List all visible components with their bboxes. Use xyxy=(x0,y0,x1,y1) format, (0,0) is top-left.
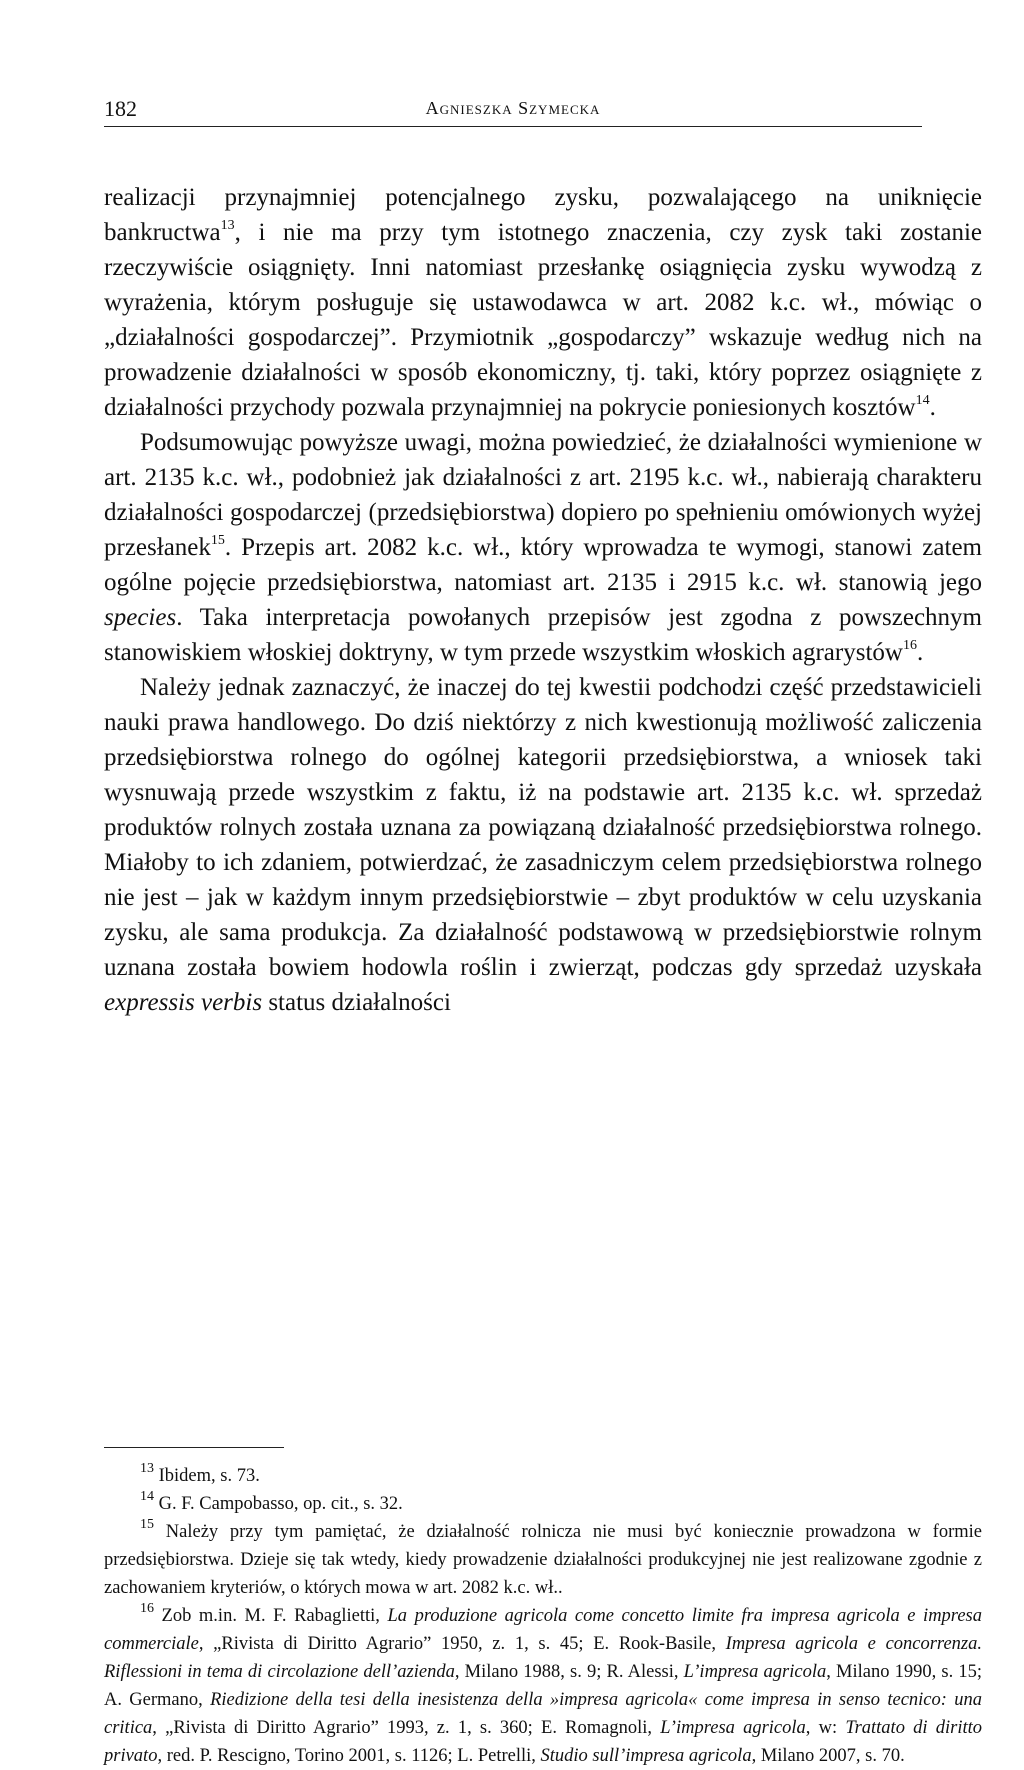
footnote-15 xyxy=(104,1518,982,1602)
footnote-ref-15: 15 xyxy=(210,532,225,548)
running-head-author: Agnieszka Szymecka xyxy=(425,98,601,118)
text-run: , i nie ma przy tym istotnego znaczenia, czy zysk taki zostanie rzeczywiście osiągnięty. Inni natomiast przesłankę osiągnięcia zysku wywodzą z wyrażenia, którym posługuje się ustawodawca w art. 2082 k.c. wł., mówiąc o „działalności gospodarczej”. Przymiotnik „gospodarczy” wskazuje według nich na prowadzenie działalności w sposób ekonomiczny, tj. taki, który poprzez osiągnięte z działalności przychody pozwala przynajmniej na pokrycie poniesionych kosztów xyxy=(104,219,982,421)
footnote-number: 15 xyxy=(140,1516,154,1532)
text-run: realizacji przynajmniej potencjalnego zysku, pozwalającego na uniknięcie bankructwa xyxy=(104,184,982,246)
citation-title: Impresa agricola e concorrenza. Riflessioni in tema di circolazione dell’azienda xyxy=(104,1634,982,1682)
citation-title: Riedizione della tesi della inesistenza della »impresa agricola« come impresa in senso tecnico: una critica xyxy=(104,1690,982,1738)
paragraph-2 xyxy=(104,425,982,670)
footnote-text: , Milano 1988, s. 9; R. Alessi, xyxy=(454,1662,684,1682)
citation-title: Trattato di diritto privato xyxy=(104,1718,982,1766)
text-run: Podsumowując powyższe uwagi, można powiedzieć, że działalności wymienione w art. 2135 k.c. wł., podobnież jak działalności z art. 2195 k.c. wł., nabierają charakteru działalności gospodarczej (przedsiębiorstwa) dopiero po spełnieniu omówionych wyżej przesłanek xyxy=(104,429,982,561)
footnote-ref-13: 13 xyxy=(220,217,235,233)
footnote-ref-14: 14 xyxy=(915,392,930,408)
text-run: Należy jednak zaznaczyć, że inaczej do tej kwestii podchodzi część przedstawicieli nauki prawa handlowego. Do dziś niektórzy z nich kwestionują możliwość zaliczenia przedsiębiorstwa rolnego do ogólnej kategorii przedsiębiorstwa, a wniosek taki wysnuwają przede wszystkim z faktu, iż na podstawie art. 2135 k.c. wł. sprzedaż produktów rolnych została uznana za powiązaną działalność przedsiębiorstwa rolnego. Miałoby to ich zdaniem, potwierdzać, że zasadniczym celem przedsiębiorstwa rolnego nie jest – jak w każdym innym przedsiębiorstwie – zbyt produktów w celu uzyskania zysku, ale sama produkcja. Za działalność podstawową w przedsiębiorstwie rolnym uznana została bowiem hodowla roślin i zwierząt, podczas gdy sprzedaż uzyskała xyxy=(104,674,982,981)
text-run: . Taka interpretacja powołanych przepisów jest zgodna z powszechnym stanowiskiem włoskiej doktryny, w tym przede wszystkim włoskich agrarystów xyxy=(104,604,982,666)
citation-title: L’impresa agricola xyxy=(660,1718,806,1738)
footnote-text: , „Rivista di Diritto Agrario” 1993, z. 1, s. 360; E. Romagnoli, xyxy=(152,1718,661,1738)
text-run: . Przepis art. 2082 k.c. wł., który wprowadza te wymogi, stanowi zatem ogólne pojęcie przedsiębiorstwa, natomiast art. 2135 i 2915 k.c. wł. stanowią jego xyxy=(104,534,982,596)
footnote-text: , w: xyxy=(805,1718,846,1738)
footnote-text: Zob m.in. M. F. Rabaglietti, xyxy=(154,1606,388,1626)
paragraph-1 xyxy=(104,180,982,425)
footnote-text: , Milano 1990, s. 15; A. Germano, xyxy=(104,1662,982,1710)
footnotes xyxy=(104,1462,982,1770)
footnote-number: 16 xyxy=(140,1600,154,1616)
footnote-14 xyxy=(104,1490,982,1518)
text-run: . xyxy=(929,394,936,421)
footnote-text: Należy przy tym pamiętać, że działalność rolnicza nie musi być koniecznie prowadzona w formie przedsiębiorstwa. Dzieje się tak wtedy, kiedy prowadzenie działalności produkcyjnej nie jest realizowane zgodnie z zachowaniem kryteriów, o których mowa w art. 2082 k.c. wł.. xyxy=(104,1522,982,1598)
citation-title: L’impresa agricola xyxy=(683,1662,827,1682)
main-text xyxy=(104,180,982,1020)
text-run: . xyxy=(916,639,924,666)
footnote-16 xyxy=(104,1602,982,1770)
text-run: status działalności xyxy=(262,989,451,1016)
footnote-text: , red. P. Rescigno, Torino 2001, s. 1126; L. Petrelli, xyxy=(157,1746,541,1766)
footnote-text: , „Rivista di Diritto Agrario” 1950, z. 1, s. 45; E. Rook-Basile, xyxy=(198,1634,726,1654)
footnote-text: G. F. Campobasso, op. cit., s. 32. xyxy=(154,1494,403,1514)
citation-title: Studio sull’impresa agricola xyxy=(540,1746,752,1766)
italic-term: species xyxy=(104,604,177,631)
footnote-text: , Milano 2007, s. 70. xyxy=(751,1746,905,1766)
page-header xyxy=(104,96,922,127)
footnote-13 xyxy=(104,1462,982,1490)
italic-term: expressis verbis xyxy=(104,989,263,1016)
page-number: 182 xyxy=(104,96,137,121)
footnote-divider xyxy=(104,1447,284,1448)
citation-title: La produzione agricola come concetto limite fra impresa agricola e impresa commerciale xyxy=(104,1606,982,1654)
footnote-number: 14 xyxy=(140,1488,154,1504)
footnote-number: 13 xyxy=(140,1460,154,1476)
paragraph-3 xyxy=(104,670,982,1020)
footnote-text: Ibidem, s. 73. xyxy=(154,1466,260,1486)
footnote-ref-16: 16 xyxy=(902,637,917,653)
